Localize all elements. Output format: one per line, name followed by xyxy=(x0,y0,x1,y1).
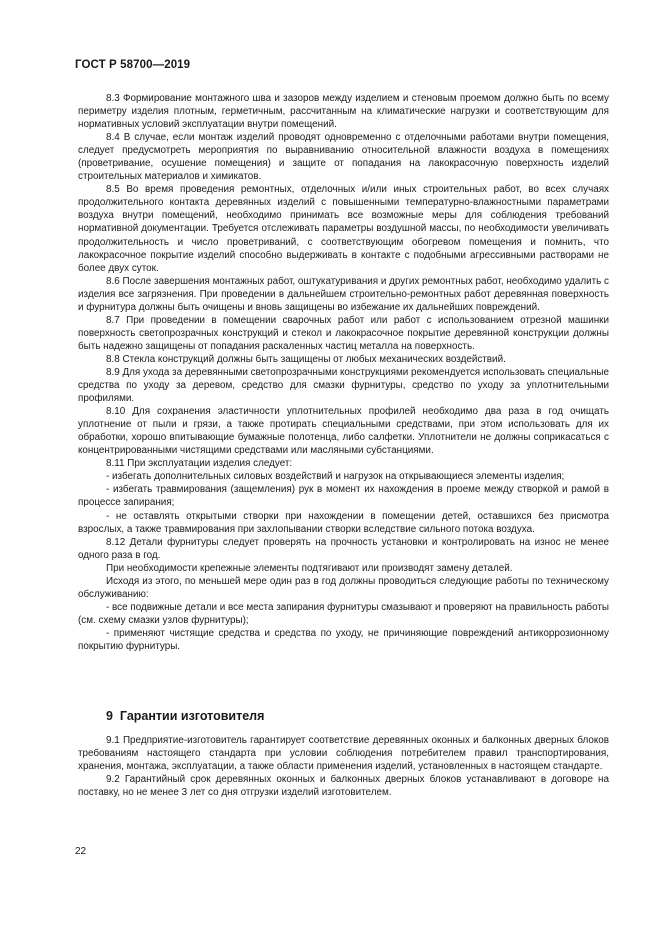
paragraph-8-7: 8.7 При проведении в помещении сварочных работ или работ с использованием отрезной машинки поверхность светопрозрачных конструкций и стекол и лакокрасочное покрытие деревянной конструкции должны быть надежно защищены от попадания раскаленных частиц металла на поверхность. xyxy=(78,314,609,352)
paragraph-8-11: 8.11 При эксплуатации изделия следует: xyxy=(106,458,293,470)
paragraph-9-1: 9.1 Предприятие-изготовитель гарантирует соответствие деревянных оконных и балконных дверных блоков требованиям настоящего стандарта при условии соблюдения потребителем правил транспортирования, хранения, монтажа, эксплуатации, а также области применения изделий, установленных в настоящем стандарте. xyxy=(78,735,609,773)
section-title: Гарантии изготовителя xyxy=(119,709,265,723)
list-item: - избегать дополнительных силовых воздействий и нагрузок на открывающиеся элементы изделия; xyxy=(106,471,565,483)
page-number: 22 xyxy=(75,846,87,857)
paragraph-8-6: 8.6 После завершения монтажных работ, оштукатуривания и других ремонтных работ, необходимо удалить с изделия все загрязнения. При проведении в дальнейшем строительно-ремонтных работ деревянная поверхность и фурнитура должны быть очищены и вновь защищены во избежание их дальнейших повреждений. xyxy=(78,275,609,313)
paragraph-8-10: 8.10 Для сохранения эластичности уплотнительных профилей необходимо два раза в год очищать уплотнение от пыли и грязи, а также протирать специальными средствами, при этом использовать для их обработки, хорошо впитывающие бумажные полотенца, либо салфетки. Уплотнители не должны соприкасаться с концентрированными чистящими средствами или масляными субстанциями. xyxy=(78,406,609,457)
paragraph-8-12: 8.12 Детали фурнитуры следует проверять на прочность установки и контролировать на износ не менее одного раза в год. xyxy=(78,536,609,561)
section-number: 9 xyxy=(106,709,113,723)
paragraph: При необходимости крепежные элементы подтягивают или производят замену деталей. xyxy=(106,562,513,574)
paragraph-8-3: 8.3 Формирование монтажного шва и зазоров между изделием и стеновым проемом должно быть по всему периметру изделия плотным, герметичным, рассчитанным на климатические нагрузки и соответствующим для нормативных условий эксплуатации внутри помещений. xyxy=(78,93,609,131)
paragraph: Исходя из этого, по меньшей мере один раз в год должны проводиться следующие работы по техническому обслуживанию: xyxy=(78,575,609,600)
body-text xyxy=(78,92,609,653)
paragraph-8-5: 8.5 Во время проведения ремонтных, отделочных и/или иных строительных работ, во всех случаях продолжительного контакта деревянных изделий с повышенными температурно-влажностными параметрами воздуха внутри помещений, необходимо принимать все возможные меры для соблюдения требований нормативной документации. Требуется отслеживать параметры воздушной массы, по необходимости увеличивать продолжительность и число проветриваний, с соответствующим обогревом помещения и помнить, что лакокрасочное покрытие изделий способно выдерживать в контакте с подобными агрессивными растворами не более двух суток. xyxy=(78,184,609,274)
document-header: ГОСТ Р 58700—2019 xyxy=(75,59,191,71)
section-heading xyxy=(106,709,264,723)
list-item: - применяют чистящие средства и средства по уходу, не причиняющие повреждений антикоррозионному покрытию фурнитуры. xyxy=(78,627,609,652)
section-9-text xyxy=(78,734,609,799)
list-item: - не оставлять открытыми створки при нахождении в помещении детей, оставшихся без присмотра взрослых, а также травмирования при захлопывании створки вследствие сильного потока воздуха. xyxy=(78,510,609,535)
list-item: - все подвижные детали и все места запирания фурнитуры смазывают и проверяют на правильность работы (см. схему смазки узлов фурнитуры); xyxy=(78,601,609,626)
paragraph-9-2: 9.2 Гарантийный срок деревянных оконных и балконных дверных блоков устанавливают в договоре на поставку, но не менее 3 лет со дня отгрузки изделий изготовителем. xyxy=(78,774,609,799)
list-item: - избегать травмирования (защемления) рук в момент их нахождения в проеме между створкой и рамой в процессе запирания; xyxy=(78,484,609,509)
paragraph-8-8: 8.8 Стекла конструкций должны быть защищены от любых механических воздействий. xyxy=(106,353,506,365)
paragraph-8-4: 8.4 В случае, если монтаж изделий проводят одновременно с отделочными работами внутри помещения, следует предусмотреть мероприятия по выравниванию относительной влажности воздуха в помещениях (проветривание, осушение помещения) и защите от попадания на лакокрасочную поверхность изделий строительных материалов и химикатов. xyxy=(78,132,609,183)
paragraph-8-9: 8.9 Для ухода за деревянными светопрозрачными конструкциями рекомендуется использовать специальные средства по уходу за деревом, средство для смазки фурнитуры, средство по уходу за уплотнительными профилями. xyxy=(78,366,609,405)
